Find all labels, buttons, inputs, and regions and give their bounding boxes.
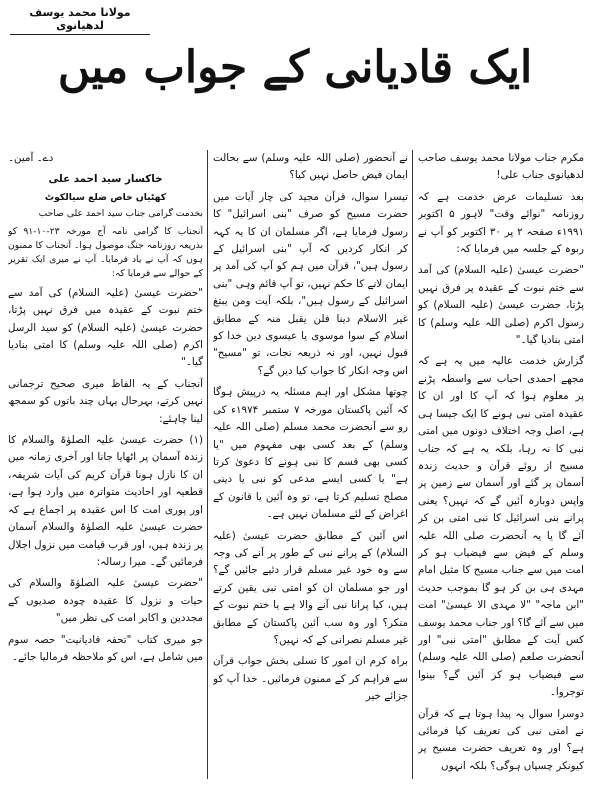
paragraph: آنجناب کے یہ الفاظ میری صحیح ترجمانی نہیں کرتے، بہرحال یہاں چند باتوں کو سمجھ لینا چاہئے: xyxy=(8,377,203,425)
paragraph: (۱) حضرت عیسیٰ علیہ الصلوٰۃ والسلام کا زندہ آسمان پر اٹھایا جانا اور آخری زمانہ میں ان کا نازل ہونا قرآن کریم کی آیات شریفہ، قطعیہ اور احادیث متواترہ میں وارد ہوا ہے، اور پوری امت کا اس عقیدہ پر اجماع ہے کہ حضرت عیسیٰ علیہ الصلوٰۃ والسلام آسمان پر زندہ ہیں، اور قرب قیامت میں نزول اجلال فرمائیں گے۔ میرا رسالہ: xyxy=(8,434,203,568)
paragraph: مکرم جناب مولانا محمد یوسف صاحب لدھیانوی جناب علی! xyxy=(418,152,584,182)
paragraph: چوتھا مشکل اور اہم مسئلہ یہ درپیش ہوگا کہ آئین پاکستان مورخہ ۷ ستمبر ۱۹۷۴ء کی رو سے آنحضرت محمد مسلم (صلی اللہ علیہ وسلم) کے بعد کسی بھی مفہوم میں "یا کسی بھی قسم کا نبی ہونے کا دعویٰ کرتا ہے" یا کسی ایسے مدعی کو نبی یا دینی مصلح تسلیم کرتا ہے، تو وہ آئین یا قانون کے اغراض کے لئے مسلمان نہیں ہے۔ xyxy=(213,386,408,521)
closing-ameen: دے۔ آمین۔ xyxy=(8,152,54,164)
paragraph: "حضرت عیسیٰ (علیہ السلام) کی آمد سے ختم نبوت کے عقیدہ میں فرق نہیں پڑتا، حضرت عیسیٰ (علیہ السلام) کو سید الرسل اکرم (صلی اللہ علیہ وسلم) کا امتی بنادیا گیا۔" xyxy=(8,286,203,369)
reply-address: بخدمت گرامی جناب سید احمد علی صاحب xyxy=(38,207,203,219)
headline: ایک قادیانی کے جواب میں xyxy=(57,42,533,93)
column-middle xyxy=(213,150,408,781)
column-divider xyxy=(412,150,413,779)
signature-name: خاکسار سید احمد علی xyxy=(48,173,163,186)
paragraph: "حضرت عیسیٰ علیہ الصلوٰۃ والسلام کی حیات و نزول کا عقیدہ چودہ صدیوں کے مجددین و اکابر امت کی نظر میں" xyxy=(8,577,203,625)
paragraph: "حضرت عیسیٰ (علیہ السلام) کی آمد سے ختم نبوت کے عقیدہ پر فرق نہیں پڑتا، حضرت عیسیٰ (علیہ السلام) کو رسول اکرم (صلی اللہ علیہ وسلم) کا امتی بنادیا گیا۔" xyxy=(418,264,584,347)
paragraph: آنجناب کا گرامی نامہ آج مورخہ ۲۳-۱۰-۹۱ کو بذریعہ روزنامہ جنگ موصول ہوا۔ آنجناب کا ممنون ہوں کہ آپ نے یاد فرمایا۔ آپ نے میری ایک تقریر کے حوالے سے فرمایا کہ: xyxy=(8,225,203,279)
paragraph: گزارش خدمت عالیہ میں یہ ہے کہ مجھے احمدی احباب سے واسطہ پڑنے پر معلوم ہوا کہ آپ کا اور ان کا عقیدہ امتی نبی ہونے کا ایک جیسا ہی ہے، اصل وجہ اختلاف دونوں میں امتی نبی کا نہ رہا، بلکہ یہ ہے کہ جناب مسیح از روئے قرآن و حدیث زندہ آسمان پر گئے اور آسمان سے زمین پر واپس دوبارہ آئیں گے کہ نہیں؟ یعنی پرانے بنی اسرائیل کا نبی امتی بن کر آئے گا یا یہ آنحضرت صلی اللہ علیہ وسلم کے فیض سے فیضیاب ہو کر امت میں سے جناب مسیح کا مثیل امام مہدی ہی بن کر ہو گا بموجب حدیث "ابن ماجہ" "لا مہدی الا عیسیٰ" امت میں سے آئے گا؟ اور جناب محمد یوسف کس آیت کے مطابق "امتی نبی" اور آنحضرت صلعم (صلی اللہ علیہ وسلم) سے فیضیاب ہو کر آئیں گے؟ بینوا توجروا۔ xyxy=(418,355,584,699)
signature-address: کھٹیاں خاص ضلع سیالکوٹ xyxy=(44,191,167,203)
byline: مولانا محمد یوسف لدھیانوی xyxy=(10,6,150,35)
paragraph: بعد تسلیمات عرض خدمت ہے کہ روزنامہ "نوائے وقت" لاہور ۵ اکتوبر ۱۹۹۱ء صفحہ ۲ پر ۳۰ اکتوبر کو آپ نے ربوہ کے جلسہ میں فرمایا کہ: xyxy=(418,190,584,256)
column-divider xyxy=(207,150,208,779)
paragraph: تیسرا سوال، قرآن مجید کی چار آیات میں حضرت مسیح کو صرف "بنی اسرائیل" کا رسول فرمایا ہے، اگر مسلمان ان کا یہ کہہ کر انکار کردیں کہ آپ "بنی اسرائیل کے رسول ہیں"، قرآن میں ہم کو آپ کی آمد پر ایمان لانے کا حکم نہیں، تو آپ قائم وہی "بنی اسرائیل کے رسول ہیں"، بلکہ آیت ومن یبتغ غیر الاسلام دینا فلن یقبل منہ کے مطابق اسلام کے سوا موسوی یا عیسوی دین خدا کو قبول نہیں، اور نہ ذریعہ نجات، تو "مسیح" اس وجہ انکار کا جواب کیا دیں گے؟ xyxy=(213,190,408,377)
paragraph: اس آئین کے مطابق حضرت عیسیٰ (علیہ السلام) کے پرانے نبی کے طور پر آنے کی وجہ سے وہ خود غیر مسلم قرار دئیے جائیں گے؟ اور جو مسلمان ان کو امتی نبی یقین کرتے ہیں، کیا پرانا نبی آنے والا ہے یا ختم نبوت کے منکر؟ اور وہ سب آئین پاکستان کے مطابق غیر مسلم نصرانی کے کہ نہیں؟ xyxy=(213,529,408,646)
paragraph: براہ کرم ان امور کا تسلی بخش جواب قرآن سے فراہم کر کے ممنون فرمائیں۔ خدا آپ کو جزائے خیر xyxy=(213,655,408,703)
column-right xyxy=(418,150,584,781)
paragraph: نے آنحضور (صلی اللہ علیہ وسلم) سے بحالت ایمان فیض حاصل نہیں کیا؟ xyxy=(213,152,408,182)
paragraph: دوسرا سوال یہ پیدا ہوتا ہے کہ قرآن نے امتی نبی کی تعریف کیا فرمائی ہے؟ اور وہ تعریف حضرت مسیح پر کیونکر چسپاں ہوگی؟ بلکہ انہوں xyxy=(418,707,584,772)
paragraph: جو میری کتاب "تحفہ قادیانیت" حصہ سوم میں شامل ہے، اس کو ملاحظہ فرمالیا جائے۔ xyxy=(8,633,203,663)
column-left xyxy=(8,150,203,781)
